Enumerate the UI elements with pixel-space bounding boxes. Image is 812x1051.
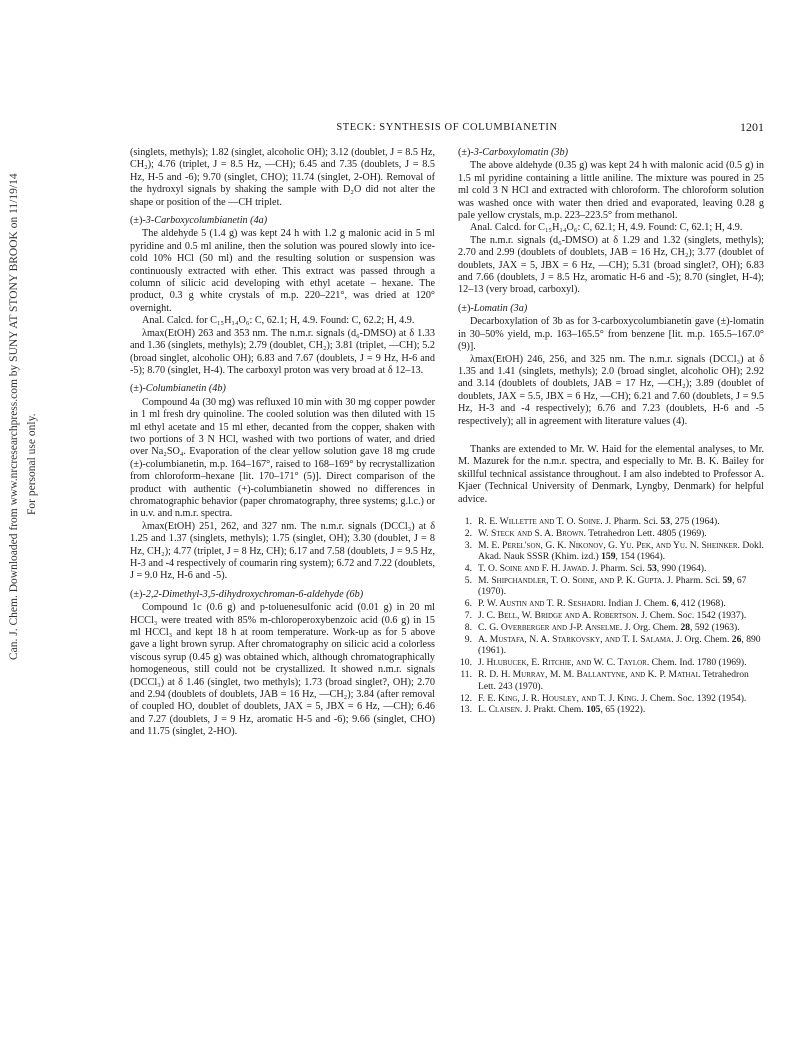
paragraph: Compound 1c (0.6 g) and p-toluenesulfonic acid (0.01 g) in 20 ml HCCl₃ were treated with 85% m-chloroperoxybenzoic acid (0.6 g) in 15 ml HCCl₃ and kept 18 h at room temperature. Work-up as for 5 above gave a light brown syrup. After chromatography on silicic acid a colorless viscous syrup (0.45 g) was obtained which, although chromatographically homogeneous, still could not be crystallized. It showed n.m.r. signals (DCCl₃) at δ 1.46 (singlet, two methyls); 1.73 (broad singlet?, OH); 2.70 and 2.94 (doublets of doublets, JAB = 16 Hz, —CH₂); 3.84 (after removal of coupled HO, doublet of doublets, JAX = 5, JBX = 6 Hz, —CH); 6.46 and 7.27 (doublets, J = 9 Hz, aromatic H-5 and -6); 9.66 (singlet, CHO) and 11.75 (singlet, 2-HO). — [130, 602, 435, 738]
reference-pages: , 154 (1964). — [615, 551, 666, 563]
paragraph: The n.m.r. signals (d₆-DMSO) at δ 1.29 and 1.32 (singlets, methyls); 2.70 and 2.99 (doublets of doublets, JAB = 16 Hz, CH₂); 3.77 (doublet of doublets, JAX = 5, JBX = 6 Hz, —CH); 5.31 (broad singlet?, OH); 6.83 and 7.66 (doublets, J = 8.5 Hz, aromatic H-6 and -5); 8.70 (singlet, H-4); 12–13 (very broad, carboxyl). — [458, 234, 764, 296]
reference-item — [458, 528, 764, 539]
reference-authors: F. E. King, J. R. Housley, and T. J. King. — [478, 692, 639, 704]
reference-item — [458, 704, 764, 715]
reference-source: J. Pharm. Sci. — [591, 563, 645, 575]
reference-number: 13. — [460, 704, 472, 716]
reference-authors: L. Claisen. — [478, 704, 523, 716]
reference-item — [458, 563, 764, 574]
reference-number: 11. — [460, 669, 472, 681]
reference-pages: , 412 (1968). — [676, 598, 726, 610]
reference-item — [458, 610, 764, 621]
reference-number: 7. — [464, 610, 472, 622]
download-notice: Can. J. Chem. Downloaded from www.nrcresearchpress.com by SUNY AT STONY BROOK on 11/19/14 — [8, 173, 20, 660]
paragraph: The above aldehyde (0.35 g) was kept 24 h with malonic acid (0.5 g) in 1.5 ml pyridine containing a little aniline. The mixture was poured in 25 ml cold 3 N HCl and extracted with chloroform. The chloroform solution was washed once with water then dried and evaporated, leaving 0.28 g pale yellow crystals, m.p. 223–223.5° from methanol. — [458, 160, 764, 222]
reference-item — [458, 622, 764, 633]
reference-number: 5. — [464, 575, 472, 586]
paragraph: Decarboxylation of 3b as for 3-carboxycolumbianetin gave (±)-lomatin in 30–50% yield, m.p. 163–165.5° from benzene [lit. m.p. 165.5–167.0° (9)]. — [458, 316, 764, 353]
paragraph: The aldehyde 5 (1.4 g) was kept 24 h with 1.2 g malonic acid in 5 ml pyridine and 0.5 ml aniline, then the solution was poured slowly into ice-cold 10% HCl (50 ml) and the resulting solution or suspension was continuously extracted with ether. This extract was passed through a column of silicic acid developing with ethyl acetate – hexane. The product, 0.3 g white crystals of m.p. 220–221°, was dried at 120° overnight. — [130, 228, 435, 314]
reference-number: 6. — [464, 598, 472, 610]
reference-authors: T. O. Soine and F. H. Jawad. — [478, 563, 590, 575]
reference-source: J. Pharm. Sci. — [667, 575, 721, 586]
reference-number: 1. — [464, 515, 472, 527]
reference-pages: , 65 (1922). — [600, 704, 646, 716]
reference-number: 3. — [464, 539, 472, 551]
reference-volume: 59 — [722, 575, 733, 586]
reference-source: Tetrahedron Lett. 243 (1970). — [478, 669, 749, 692]
paragraph: (singlets, methyls); 1.82 (singlet, alcoholic OH); 3.12 (doublet, J = 8.5 Hz, CH₂); 4.76 (triplet, J = 8.5 Hz, —CH); 6.45 and 7.35 (doublets, J = 8.5 Hz, H-5 and -6); 9.70 (singlet, CHO); 11.74 (singlet, 2-OH). Removal of the hydroxyl signals by shaking the sample with D₂O did not alter the shape or position of the —CH triplet. — [130, 147, 435, 208]
reference-volume: 53 — [660, 515, 671, 527]
reference-pages: , 67 (1970). — [478, 575, 747, 598]
paragraph: Compound 4a (30 mg) was refluxed 10 min with 30 mg copper powder in 1 ml fresh dry quinoline. The cooled solution was then diluted with 15 ml ethyl acetate and 15 ml ether, decanted from the copper, shaken with two portions of 3 N HCl, washed with two portions of water, and dried over Na₂SO₄. Evaporation of the clear yellow solution gave 18 mg crude (±)-columbianetin, m.p. 164–167°, raised to 168–169° by recrystallization from chloroform–hexane [lit. 170–171° (5)]. Direct comparison of the product with authentic (+)-columbianetin showed no differences in chromatographic behavior (paper chromatography, three systems; g.l.c.) or in u.v. and n.m.r. spectra. — [130, 396, 435, 520]
reference-pages: , 275 (1964). — [670, 515, 720, 527]
reference-authors: J. Hlubucek, E. Ritchie, and W. C. Taylor. — [478, 657, 650, 669]
reference-number: 9. — [464, 634, 472, 646]
reference-source: J. Chem. Soc. 1392 (1954). — [641, 692, 747, 704]
left-column — [130, 147, 435, 739]
page-number: 1201 — [740, 120, 764, 134]
section-heading: (±)-Lomatin (3a) — [458, 302, 528, 314]
reference-source: Indian J. Chem. — [608, 598, 670, 610]
reference-item — [458, 540, 764, 563]
reference-source: J. Org. Chem. — [624, 622, 679, 634]
reference-item — [458, 657, 764, 668]
personal-use-notice: For personal use only. — [26, 413, 38, 515]
reference-number: 2. — [464, 527, 472, 539]
reference-list — [458, 516, 764, 716]
reference-item — [458, 693, 764, 704]
reference-source: Tetrahedron Lett. 4805 (1969). — [588, 527, 707, 539]
reference-authors: C. G. Overberger and J-P. Anselme. — [478, 622, 623, 634]
reference-number: 12. — [460, 692, 472, 704]
paragraph: λmax(EtOH) 263 and 353 nm. The n.m.r. signals (d₆-DMSO) at δ 1.33 and 1.36 (singlets, methyls); 2.79 (doublet, CH₂); 3.81 (triplet, —CH); 5.2 (broad singlet, alcoholic OH); 6.83 and 7.67 (doublets, J = 9 Hz, H-6 and -5); 8.70 (singlet, H-4). The carboxyl proton was very broad at δ 12–13. — [130, 327, 435, 376]
page-header — [130, 120, 764, 136]
reference-source: Chem. Ind. 1780 (1969). — [651, 657, 747, 669]
reference-volume: 105 — [586, 704, 601, 716]
section-heading: (±)-3-Carboxylomatin (3b) — [458, 147, 569, 158]
reference-authors: W. Steck and S. A. Brown. — [478, 527, 587, 539]
reference-authors: P. W. Austin and T. R. Seshadri. — [478, 598, 606, 610]
reference-item — [458, 575, 764, 598]
reference-number: 10. — [460, 657, 472, 669]
reference-pages: , 990 (1964). — [656, 563, 707, 575]
reference-pages: , 890 (1961). — [478, 634, 761, 657]
right-column — [458, 147, 764, 716]
section-heading: (±)-Columbianetin (4b) — [130, 383, 226, 395]
reference-authors: M. Shipchandler, T. O. Soine, and P. K. Gupta. — [478, 575, 665, 586]
reference-authors: J. C. Bell, W. Bridge and A. Robertson. — [478, 610, 639, 622]
paragraph: λmax(EtOH) 246, 256, and 325 nm. The n.m.r. signals (DCCl₃) at δ 1.35 and 1.41 (singlets, methyls); 2.0 (broad singlet, alcoholic OH); 2.92 and 3.14 (doublets of doublets, JAB = 17 Hz, —CH₂); 3.89 (doublet of doublets, JAX = 5.5, JBX = 6 Hz, —CH); 6.21 and 7.60 (doublets, J = 9.5 Hz, H-3 and -4 respectively); 6.76 and 7.23 (doublets, H-6 and -5 respectively); all in agreement with literature values (4). — [458, 353, 764, 427]
paragraph: Anal. Calcd. for C₁₅H₁₄O₆: C, 62.1; H, 4.9. Found: C, 62.1; H, 4.9. — [470, 222, 743, 234]
paragraph: λmax(EtOH) 251, 262, and 327 nm. The n.m.r. signals (DCCl₃) at δ 1.25 and 1.37 (singlets, methyls); 1.75 (singlet, OH); 3.30 (doublet, J = 8 Hz, CH₂); 4.77 (triplet, J = 8 Hz, CH); 6.17 and 7.58 (doublets, J = 9.5 Hz, H-3 and -4 respectively of coumarin ring system); 6.72 and 7.22 (doublets, J = 9.0 Hz, H-6 and -5). — [130, 520, 435, 582]
reference-authors: R. D. H. Murray, M. M. Ballantyne, and K. P. Mathai. — [478, 669, 701, 681]
section-heading: (±)-2,2-Dimethyl-3,5-dihydroxychroman-6-aldehyde (6b) — [130, 588, 364, 600]
reference-volume: 6 — [671, 598, 677, 610]
reference-volume: 53 — [647, 563, 657, 575]
reference-item — [458, 669, 764, 692]
running-head: STECK: SYNTHESIS OF COLUMBIANETIN — [336, 122, 558, 133]
acknowledgements: Thanks are extended to Mr. W. Haid for the elemental analyses, to Mr. M. Mazurek for the n.m.r. spectra, and especially to Mr. B. K. Bailey for skillful technical assistance throughout. I am also indebted to Professor A. Kjaer (Technical University of Denmark, Lyngby, Denmark) for helpful advice. — [458, 443, 764, 505]
reference-pages: , 592 (1963). — [690, 622, 740, 634]
section-heading: (±)-3-Carboxycolumbianetin (4a) — [130, 215, 268, 227]
reference-volume: 159 — [601, 551, 616, 563]
reference-authors: M. E. Perel'son, G. K. Nikonov, G. Yu. Pek, and Yu. N. Sheinker. — [478, 539, 740, 551]
reference-item — [458, 598, 764, 609]
reference-volume: 26 — [731, 634, 742, 646]
reference-number: 8. — [464, 622, 472, 634]
reference-source: J. Pharm. Sci. — [605, 515, 659, 527]
reference-item — [458, 516, 764, 527]
reference-source: J. Org. Chem. — [676, 634, 730, 646]
reference-volume: 28 — [680, 622, 691, 634]
reference-authors: A. Mustafa, N. A. Starkovsky, and T. I. Salama. — [478, 634, 674, 646]
reference-item — [458, 634, 764, 657]
reference-source: Dokl. Akad. Nauk SSSR (Khim. izd.) — [478, 539, 764, 563]
reference-authors: R. E. Willette and T. O. Soine. — [478, 515, 603, 527]
reference-source: J. Prakt. Chem. — [524, 704, 584, 716]
download-watermark — [6, 173, 46, 660]
reference-number: 4. — [464, 563, 472, 575]
paragraph: Anal. Calcd. for C₁₅H₁₄O₆: C, 62.1; H, 4.9. Found: C, 62.2; H, 4.9. — [142, 315, 415, 327]
reference-source: J. Chem. Soc. 1542 (1937). — [641, 610, 747, 622]
